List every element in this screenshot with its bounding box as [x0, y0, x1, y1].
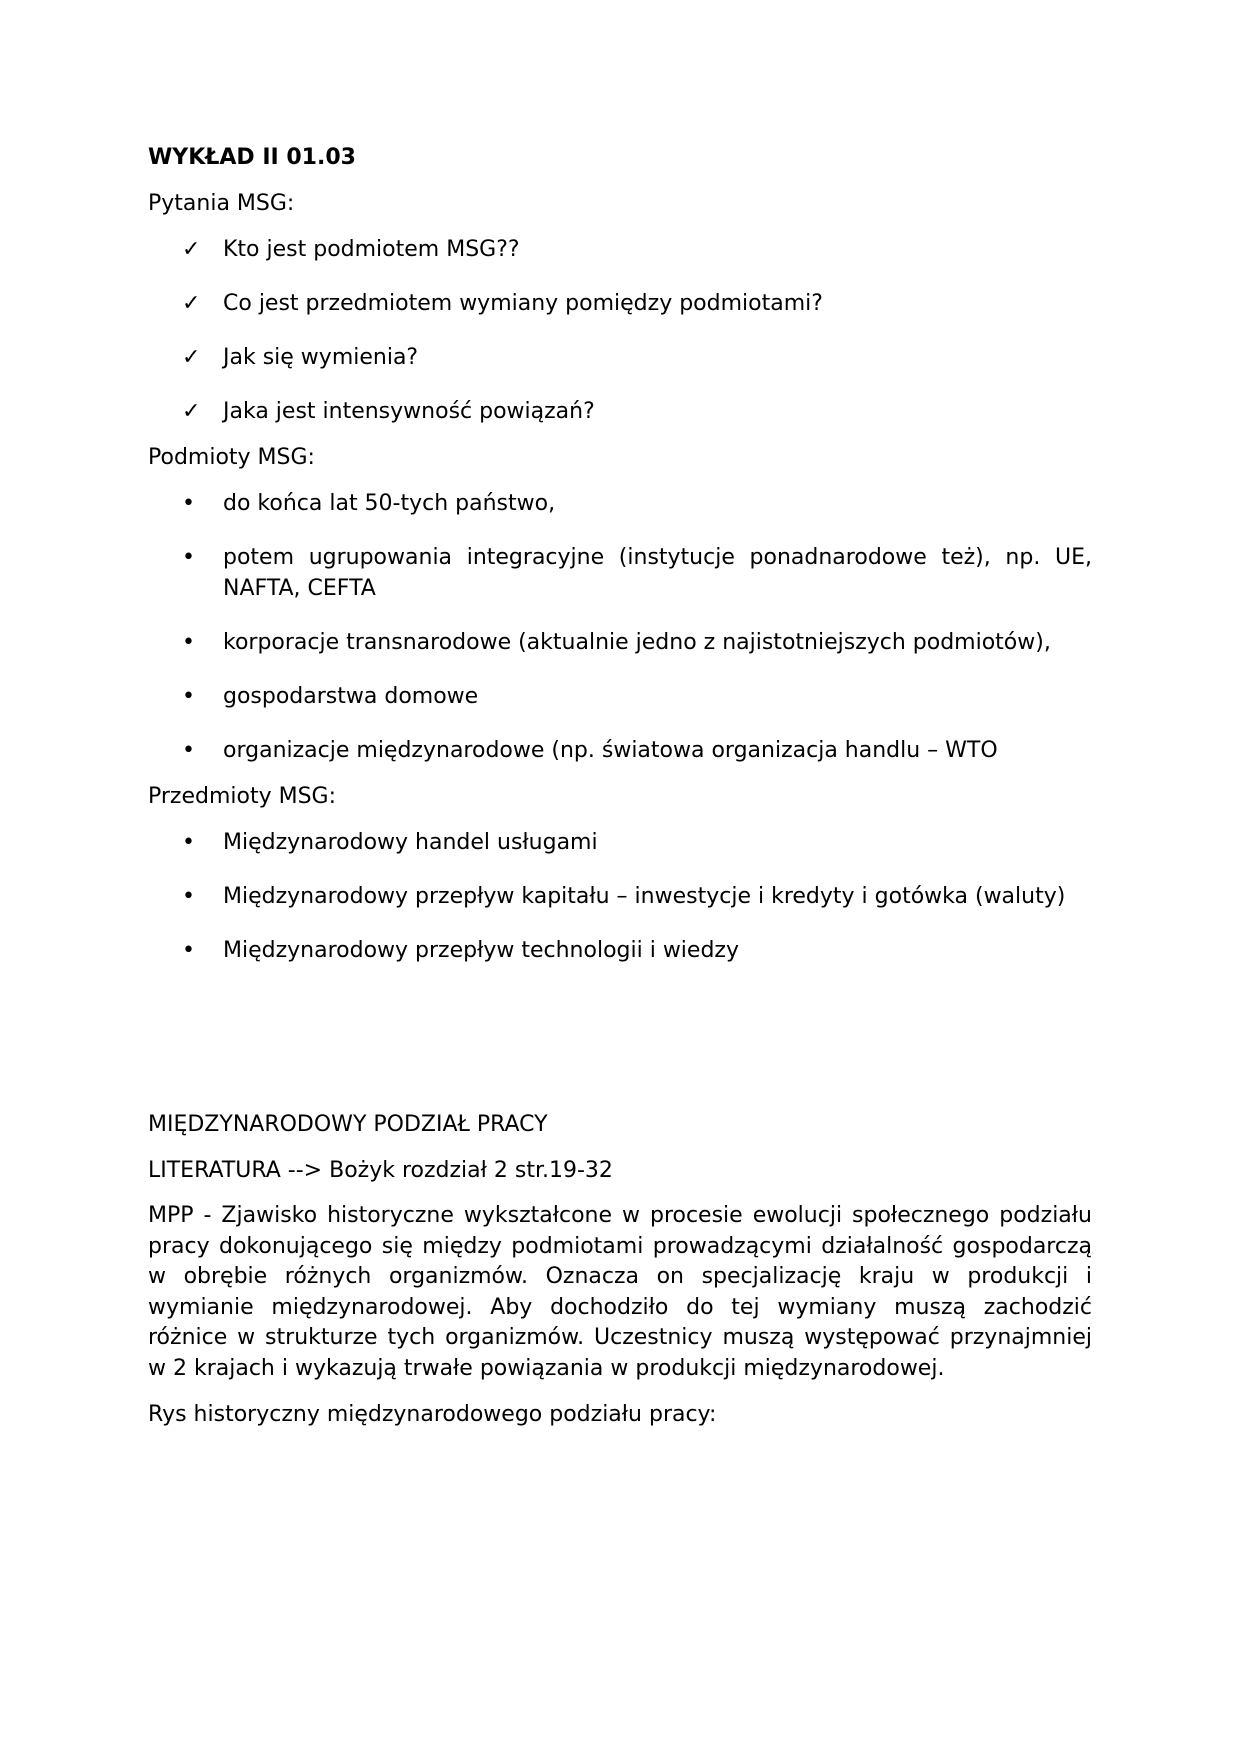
list-item-text: Jak się wymienia? — [223, 345, 419, 370]
subjects-heading: Podmioty MSG: — [148, 445, 315, 470]
check-icon: ✓ — [182, 345, 201, 370]
list-item-text: Kto jest podmiotem MSG?? — [223, 237, 520, 262]
bullet-icon: • — [182, 684, 195, 709]
objects-list — [148, 827, 1092, 966]
document-title: WYKŁAD II 01.03 — [148, 145, 356, 170]
list-item-text: Co jest przedmiotem wymiany pomiędzy podmiotami? — [223, 291, 823, 316]
bullet-icon: • — [182, 545, 195, 570]
literature-reference: LITERATURA --> Bożyk rozdział 2 str.19-32 — [148, 1158, 613, 1183]
check-icon: ✓ — [182, 399, 201, 424]
list-item — [148, 288, 1092, 319]
list-item — [148, 627, 1092, 658]
section-spacer — [148, 981, 1092, 1109]
list-item — [148, 488, 1092, 519]
list-item-text: potem ugrupowania integracyjne (instytucje ponadnarodowe też), np. UE, NAFTA, CEFTA — [223, 545, 1092, 601]
questions-list — [148, 234, 1092, 427]
list-item-text: Jaka jest intensywność powiązań? — [223, 399, 595, 424]
bullet-icon: • — [182, 738, 195, 763]
bullet-icon: • — [182, 938, 195, 963]
list-item — [148, 827, 1092, 858]
subjects-list — [148, 488, 1092, 766]
bullet-icon: • — [182, 491, 195, 516]
bullet-icon: • — [182, 884, 195, 909]
history-heading: Rys historyczny międzynarodowego podziału pracy: — [148, 1402, 717, 1427]
list-item — [148, 396, 1092, 427]
list-item-text: Międzynarodowy handel usługami — [223, 830, 598, 855]
section-heading: MIĘDZYNARODOWY PODZIAŁ PRACY — [148, 1112, 548, 1137]
definition-paragraph: MPP - Zjawisko historyczne wykształcone w procesie ewolucji społecznego podziału pracy dokonującego się między podmiotami prowadzącymi działalność gospodarczą w obrębie różnych organizmów. Oznacza on specjalizację kraju w produkcji i wymianie międzynarodowej. Aby dochodziło do tej wymiany muszą zachodzić różnice w strukturze tych organizmów. Uczestnicy muszą występować przynajmniej w 2 krajach i wykazują trwałe powiązania w produkcji międzynarodowej. — [148, 1203, 1092, 1381]
bullet-icon: • — [182, 830, 195, 855]
list-item — [148, 234, 1092, 265]
questions-heading: Pytania MSG: — [148, 191, 295, 216]
list-item — [148, 542, 1092, 604]
list-item — [148, 681, 1092, 712]
list-item — [148, 735, 1092, 766]
list-item — [148, 881, 1092, 912]
list-item — [148, 342, 1092, 373]
check-icon: ✓ — [182, 237, 201, 262]
objects-heading: Przedmioty MSG: — [148, 784, 337, 809]
list-item-text: korporacje transnarodowe (aktualnie jedno z najistotniejszych podmiotów), — [223, 630, 1051, 655]
list-item — [148, 935, 1092, 966]
list-item-text: gospodarstwa domowe — [223, 684, 479, 709]
check-icon: ✓ — [182, 291, 201, 316]
list-item-text: Międzynarodowy przepływ technologii i wiedzy — [223, 938, 739, 963]
list-item-text: Międzynarodowy przepływ kapitału – inwestycje i kredyty i gotówka (waluty) — [223, 884, 1066, 909]
document-page — [148, 142, 1092, 1445]
list-item-text: organizacje międzynarodowe (np. światowa organizacja handlu – WTO — [223, 738, 998, 763]
bullet-icon: • — [182, 630, 195, 655]
list-item-text: do końca lat 50-tych państwo, — [223, 491, 556, 516]
